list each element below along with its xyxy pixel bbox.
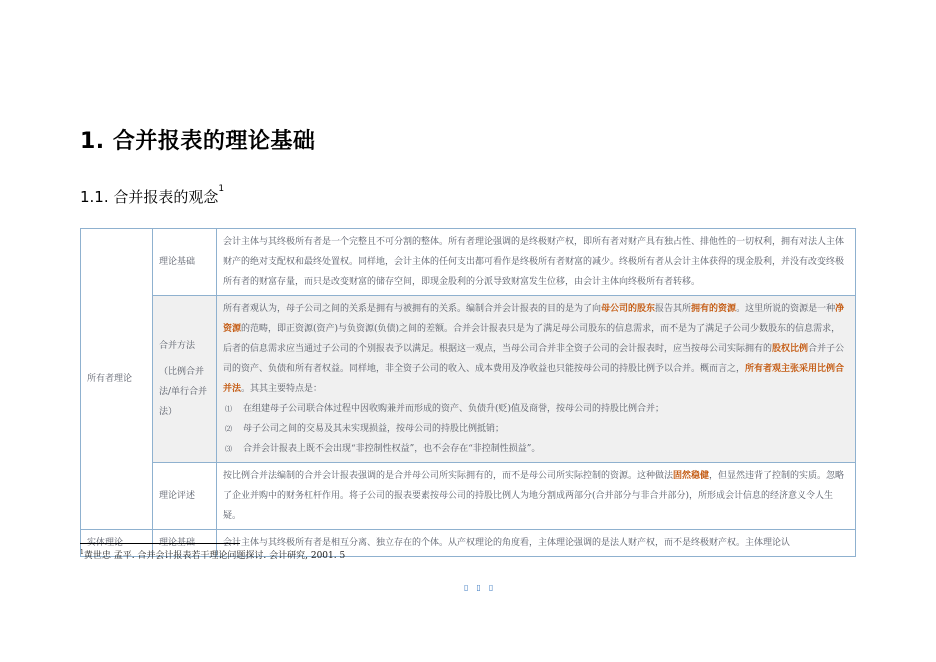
table-row: [81, 229, 856, 296]
section-heading: [80, 124, 315, 155]
text-run: 所有者观认为，母子公司之间的关系是拥有与被拥有的关系。编制合并会计报表的目的是为了向: [223, 304, 602, 314]
page-glyph: ▯: [476, 583, 481, 592]
list-text: 合并会计报表上既不会出现“非控制性权益”，也不会存在“非控制性损益”。: [243, 444, 541, 454]
highlight-text: 净资源: [223, 304, 845, 334]
highlight-text: 拥有的资源: [691, 304, 737, 314]
highlight-text: 股权比例: [772, 344, 809, 354]
footnote-text: 黄世忠 孟平. 合并会计报表若干理论问题探讨. 会计研究, 2001. 5: [83, 551, 346, 561]
page-glyph: ▯: [464, 583, 469, 592]
list-marker: ⑶: [225, 445, 232, 453]
text-run: 。其其主要特点是：: [241, 384, 323, 394]
list-marker: ⑵: [225, 425, 232, 433]
highlight-text: 固然稳健: [673, 471, 710, 481]
row-label: 合并方法: [159, 341, 196, 351]
list-text: 母子公司之间的交易及其未实现损益，按母公司的持股比例抵销；: [243, 424, 505, 434]
subsection-heading: [80, 186, 224, 207]
text-run: 会计主体与其终极所有者是相互分离、独立存在的个体。从产权理论的角度看，主体理论强调的是法人财产权，而不是终极财产权。主体理论认: [223, 538, 791, 548]
text-run: 的范畴，即正资源(资产)与负资源(负债)之间的差额。合并会计报表只是为了满足母公司股东的信息需求，而不是为了满足子公司少数股东的信息需求，后者的信息需求应当通过子公司的个别报表予以满足。根据这一观点，当母公司合并非全资子公司的会计报表时，应当按母公司实际拥有的: [223, 324, 841, 354]
row-label: 理论基础: [153, 229, 217, 296]
consolidation-method-text: [217, 296, 856, 463]
text-run: 按比例合并法编制的合并会计报表强调的是合并母公司所实际拥有的，而不是母公司所实际控制的资源。这种做法: [223, 471, 674, 481]
highlight-text: 所有者观主张采用比例合并法: [223, 364, 845, 394]
list-marker: ⑴: [225, 405, 232, 413]
table-row: [81, 296, 856, 463]
footnote: [80, 548, 345, 561]
theory-review-text: [217, 463, 856, 530]
text-run: 。这里所说的资源是一种: [736, 304, 836, 314]
entity-theory-cell: 实体理论: [81, 530, 153, 557]
list-item: [223, 399, 849, 419]
row-label: 理论基础: [153, 530, 217, 557]
footnote-ref[interactable]: 1: [218, 184, 225, 194]
row-sublabel: （比例合并法/单行合并法）: [159, 367, 208, 417]
section-number: 1.: [80, 129, 105, 154]
section-title: 合并报表的理论基础: [112, 129, 316, 154]
page-glyph: ▯: [488, 583, 494, 592]
theory-table: [80, 228, 856, 557]
subsection-number: 1.1.: [80, 188, 109, 206]
text-run: ，但显然违背了控制的实质。忽略了企业并购中的财务杠杆作用。将子公司的报表要素按母公司的持股比例人为地分割成两部分(合并部分与非合并部分)，所形成会计信息的经济意义令人生疑。: [223, 471, 845, 521]
table-row: [81, 463, 856, 530]
text-run: 合并子公司的资产、负债和所有者权益。同样地，非全资子公司的收入、成本费用及净收益也只能按母公司的持股比例予以合并。概而言之，: [223, 344, 845, 374]
page-number: [464, 583, 501, 592]
row-label: 理论评述: [153, 463, 217, 530]
list-item: [223, 439, 849, 459]
footnote-mark: 1: [80, 549, 84, 556]
footnote-separator: [80, 543, 240, 544]
owner-theory-cell: 所有者理论: [81, 229, 153, 530]
list-text: 在组建母子公司联合体过程中因收购兼并而形成的资产、负债升(贬)值及商誉，按母公司的持股比例合并；: [243, 404, 665, 414]
highlight-text: 母公司的股东: [601, 304, 656, 314]
list-item: [223, 419, 849, 439]
theory-basis-text: 会计主体与其终极所有者是一个完整且不可分割的整体。所有者理论强调的是终极财产权，即所有者对财产具有独占性、排他性的一切权利，拥有对法人主体财产的绝对支配权和最终处置权。同样地，会计主体的任何支出都可看作是终极所有者财富的减少。终极所有者从会计主体获得的现金股利，并没有改变终极所有者的财富存量，而只是改变财富的储存空间，即现金股利的分派导致财富发生位移，由会计主体向终极所有者转移。: [217, 229, 856, 296]
row-label-method: [153, 296, 217, 463]
text-run: 报告其所: [655, 304, 692, 314]
subsection-title: 合并报表的观念: [113, 188, 219, 206]
